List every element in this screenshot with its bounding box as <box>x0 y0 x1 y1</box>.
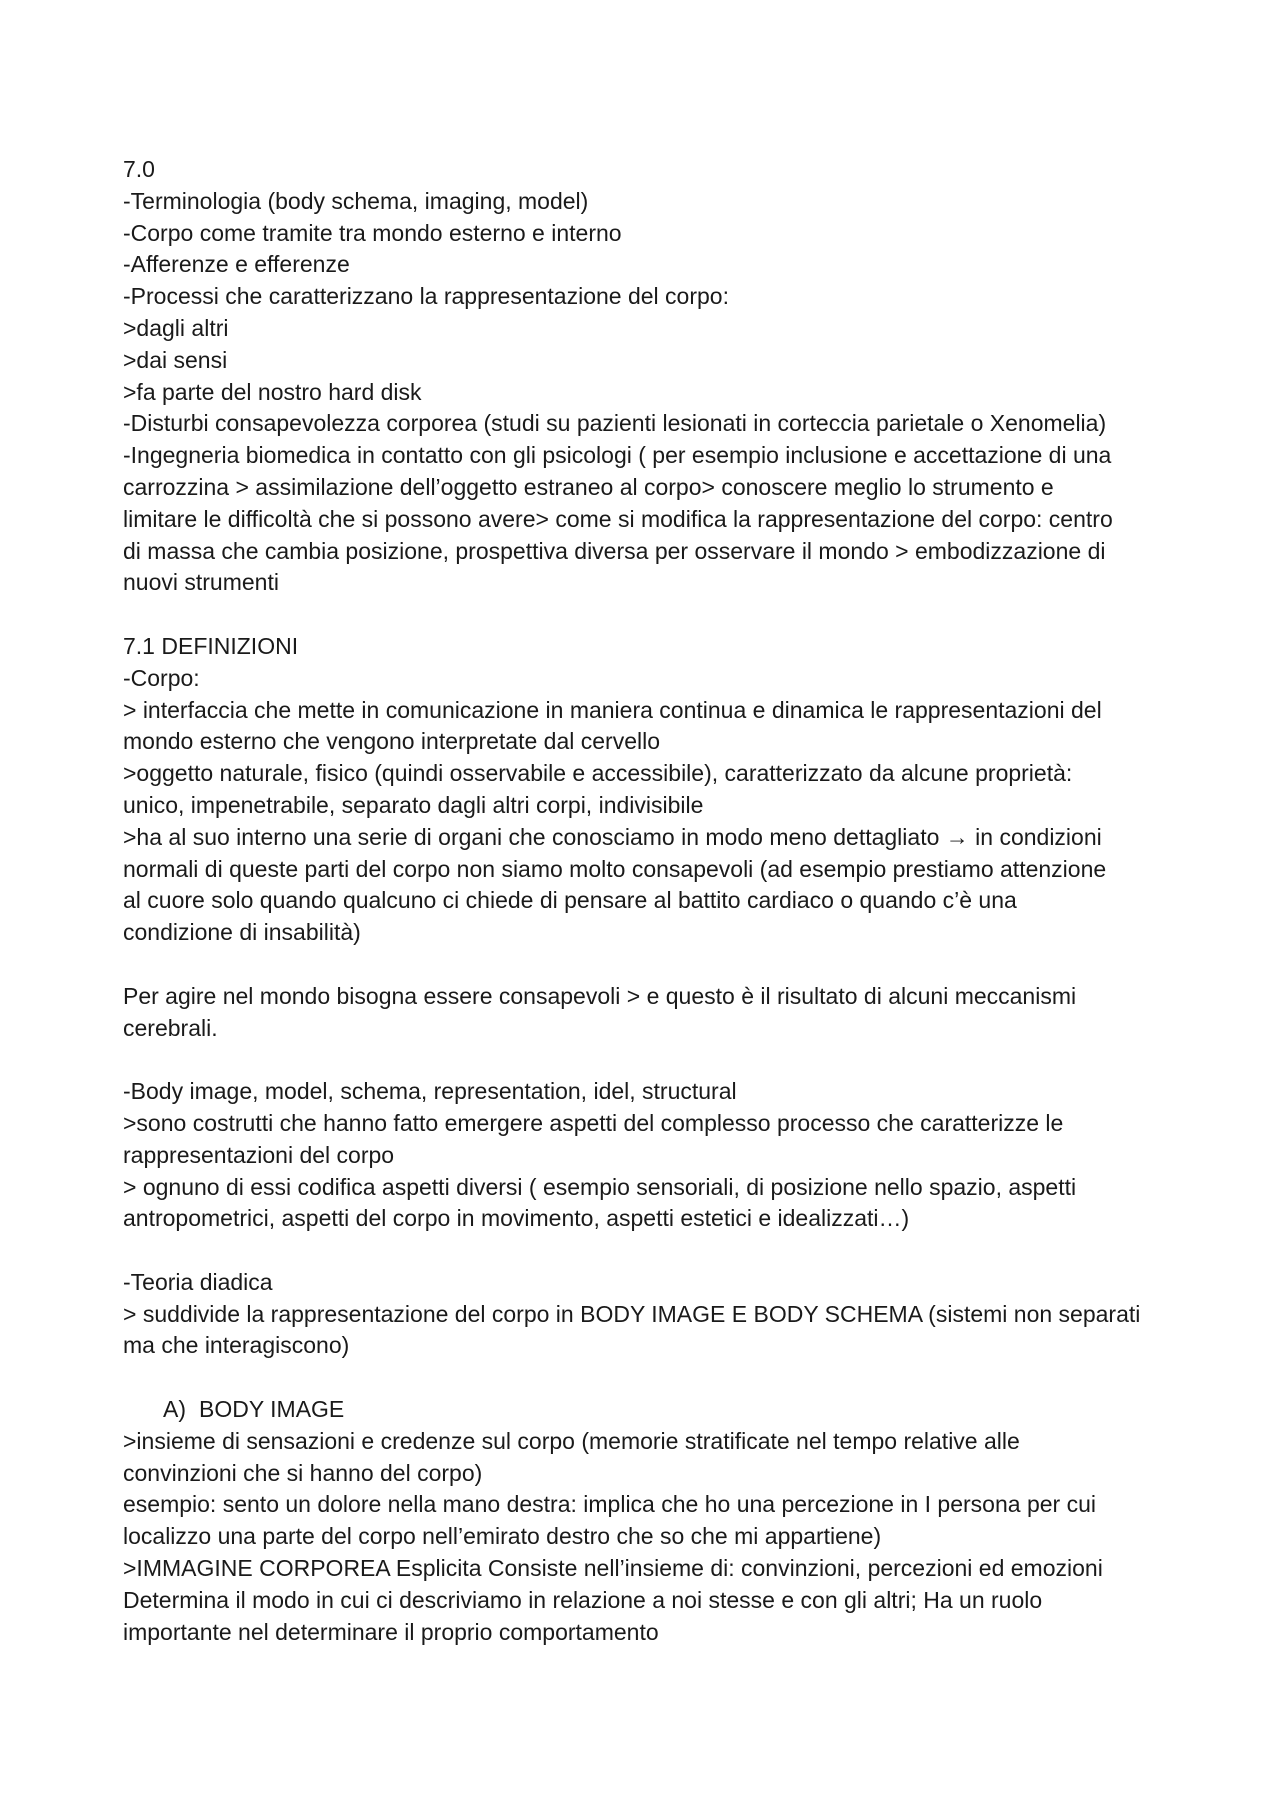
text-line: importante nel determinare il proprio comportamento <box>123 1618 659 1645</box>
text-line: >oggetto naturale, fisico (quindi osservabile e accessibile), caratterizzato da alcune proprietà: <box>123 760 1073 787</box>
text-line: >dagli altri <box>123 314 229 341</box>
text-line: > ognuno di essi codifica aspetti diversi ( esempio sensoriali, di posizione nello spazio, aspetti <box>123 1173 1077 1200</box>
text-line: >insieme di sensazioni e credenze sul corpo (memorie stratificate nel tempo relative alle <box>123 1427 1020 1454</box>
list-marker: A) <box>163 1396 186 1423</box>
text-line: -Teoria diadica <box>123 1268 273 1295</box>
text-line: limitare le difficoltà che si possono avere> come si modifica la rappresentazione del corpo: centro <box>123 505 1113 532</box>
text-line: convinzioni che si hanno del corpo) <box>123 1459 483 1486</box>
text-line: di massa che cambia posizione, prospettiva diversa per osservare il mondo > embodizzazione di <box>123 537 1106 564</box>
section-heading-7-0: 7.0 <box>123 156 155 182</box>
text-line: -Ingegneria biomedica in contatto con gli psicologi ( per esempio inclusione e accettazione di una <box>123 442 1112 469</box>
text-line: normali di queste parti del corpo non siamo molto consapevoli (ad esempio prestiamo attenzione <box>123 855 1107 882</box>
text-line: -Disturbi consapevolezza corporea (studi su pazienti lesionati in corteccia parietale o Xenomelia) <box>123 410 1107 437</box>
text-line: >IMMAGINE CORPOREA Esplicita Consiste nell’insieme di: convinzioni, percezioni ed emozioni <box>123 1555 1103 1582</box>
paragraph-spacer <box>123 1235 1163 1267</box>
document-body <box>123 154 1163 1648</box>
text-line: -Body image, model, schema, representation, idel, structural <box>123 1078 737 1105</box>
text-line: cerebrali. <box>123 1014 218 1041</box>
paragraph-spacer <box>123 1362 1163 1394</box>
section-heading-7-1: 7.1 DEFINIZIONI <box>123 632 299 659</box>
text-line: Determina il modo in cui ci descriviamo in relazione a noi stesse e con gli altri; Ha un ruolo <box>123 1586 1043 1613</box>
text-line: >fa parte del nostro hard disk <box>123 378 422 405</box>
paragraph-spacer <box>123 599 1163 631</box>
text-line: >dai sensi <box>123 346 228 373</box>
text-line: > interfaccia che mette in comunicazione in maniera continua e dinamica le rappresentazioni del <box>123 696 1102 723</box>
text-line: >sono costrutti che hanno fatto emergere aspetti del complesso processo che caratterizze le <box>123 1109 1064 1136</box>
text-line: unico, impenetrabile, separato dagli altri corpi, indivisibile <box>123 791 704 818</box>
text-line: -Processi che caratterizzano la rappresentazione del corpo: <box>123 283 729 310</box>
text-line: -Terminologia (body schema, imaging, model) <box>123 187 589 214</box>
text-line: >ha al suo interno una serie di organi che conosciamo in modo meno dettagliato → in condizioni <box>123 823 1102 850</box>
text-line: localizzo una parte del corpo nell’emirato destro che so che mi appartiene) <box>123 1523 882 1550</box>
text-line: antropometrici, aspetti del corpo in movimento, aspetti estetici e idealizzati…) <box>123 1205 910 1232</box>
text-line: nuovi strumenti <box>123 569 279 596</box>
text-line: rappresentazioni del corpo <box>123 1141 395 1168</box>
paragraph-spacer <box>123 1044 1163 1076</box>
list-item-label: BODY IMAGE <box>199 1396 345 1423</box>
text-line: ma che interagiscono) <box>123 1332 350 1359</box>
text-line: -Corpo come tramite tra mondo esterno e interno <box>123 219 622 246</box>
text-line: -Afferenze e efferenze <box>123 251 350 278</box>
text-line: Per agire nel mondo bisogna essere consapevoli > e questo è il risultato di alcuni meccanismi <box>123 982 1077 1009</box>
text-line: carrozzina > assimilazione dell’oggetto estraneo al corpo> conoscere meglio lo strumento e <box>123 473 1054 500</box>
text-line: -Corpo: <box>123 664 200 691</box>
text-line: al cuore solo quando qualcuno ci chiede di pensare al battito cardiaco o quando c’è una <box>123 887 1017 914</box>
text-line: esempio: sento un dolore nella mano destra: implica che ho una percezione in I persona per cui <box>123 1491 1096 1518</box>
text-line: condizione di insabilità) <box>123 919 361 946</box>
list-item-body-image <box>123 1394 1163 1426</box>
text-line: mondo esterno che vengono interpretate dal cervello <box>123 728 661 755</box>
text-line: > suddivide la rappresentazione del corpo in BODY IMAGE E BODY SCHEMA (sistemi non separati <box>123 1300 1141 1327</box>
paragraph-spacer <box>123 949 1163 981</box>
